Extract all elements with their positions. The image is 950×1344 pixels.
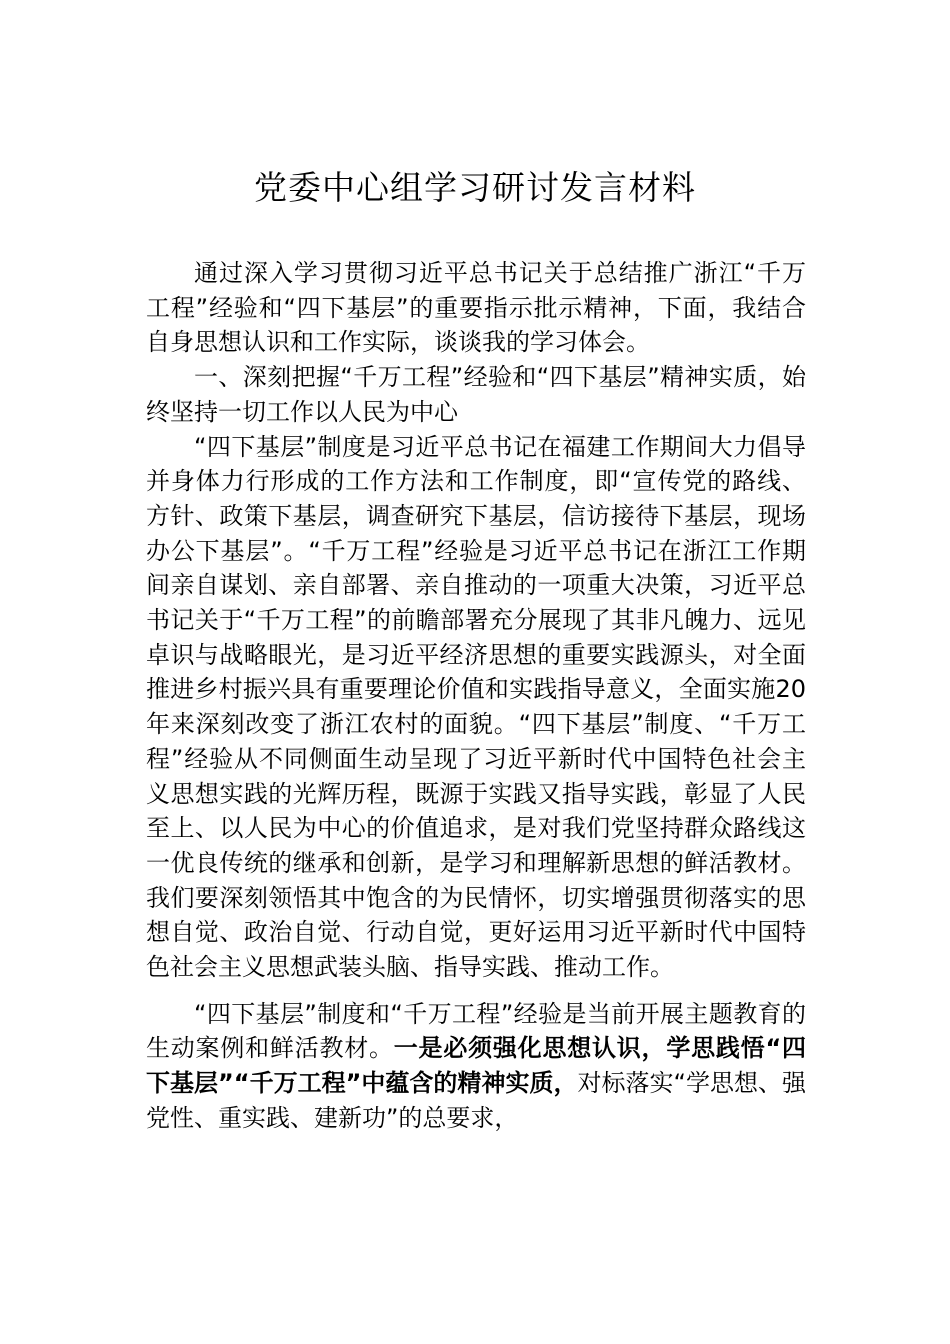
document-body	[146, 256, 806, 1136]
paragraph-text: “四下基层”制度和“千万工程”经验是当前开展主题教育的生动案例和鲜活教材。	[146, 999, 806, 1063]
paragraph-four-grassroots: “四下基层”制度是习近平总书记在福建工作期间大力倡导并身体力行形成的工作方法和工作制度，即“宣传党的路线、方针、政策下基层，调查研究下基层，信访接待下基层，现场办公下基层”。“千万工程”经验是习近平总书记在浙江工作期间亲自谋划、亲自部署、亲自推动的一项重大决策，习近平总书记关于“千万工程”的前瞻部署充分展现了其非凡魄力、远见卓识与战略眼光，是习近平经济思想的重要实践源头，对全面推进乡村振兴具有重要理论价值和实践指导意义，全面实施20年来深刻改变了浙江农村的面貌。“四下基层”制度、“千万工程”经验从不同侧面生动呈现了习近平新时代中国特色社会主义思想实践的光辉历程，既源于实践又指导实践，彰显了人民至上、以人民为中心的价值追求，是对我们党坚持群众路线这一优良传统的继承和创新，是学习和理解新思想的鲜活教材。我们要深刻领悟其中饱含的为民情怀，切实增强贯彻落实的思想自觉、政治自觉、行动自觉，更好运用习近平新时代中国特色社会主义思想武装头脑、指导实践、推动工作。	[146, 432, 806, 982]
bold-emphasis-text: 一是必须强化思想认识，学思践悟“四下基层”“千万工程”中蕴含的精神实质，	[146, 1034, 806, 1098]
paragraph-thematic-education	[146, 997, 806, 1136]
document-title: 党委中心组学习研讨发言材料	[254, 168, 696, 207]
paragraph-text: 对标落实“学思想、强党性、重实践、建新功”的总要求，	[146, 1069, 806, 1132]
section-heading-1: 一、深刻把握“千万工程”经验和“四下基层”精神实质，始终坚持一切工作以人民为中心	[146, 363, 806, 426]
paragraph-intro: 通过深入学习贯彻习近平总书记关于总结推广浙江“千万工程”经验和“四下基层”的重要指示批示精神，下面，我结合自身思想认识和工作实际，谈谈我的学习体会。	[146, 259, 806, 357]
